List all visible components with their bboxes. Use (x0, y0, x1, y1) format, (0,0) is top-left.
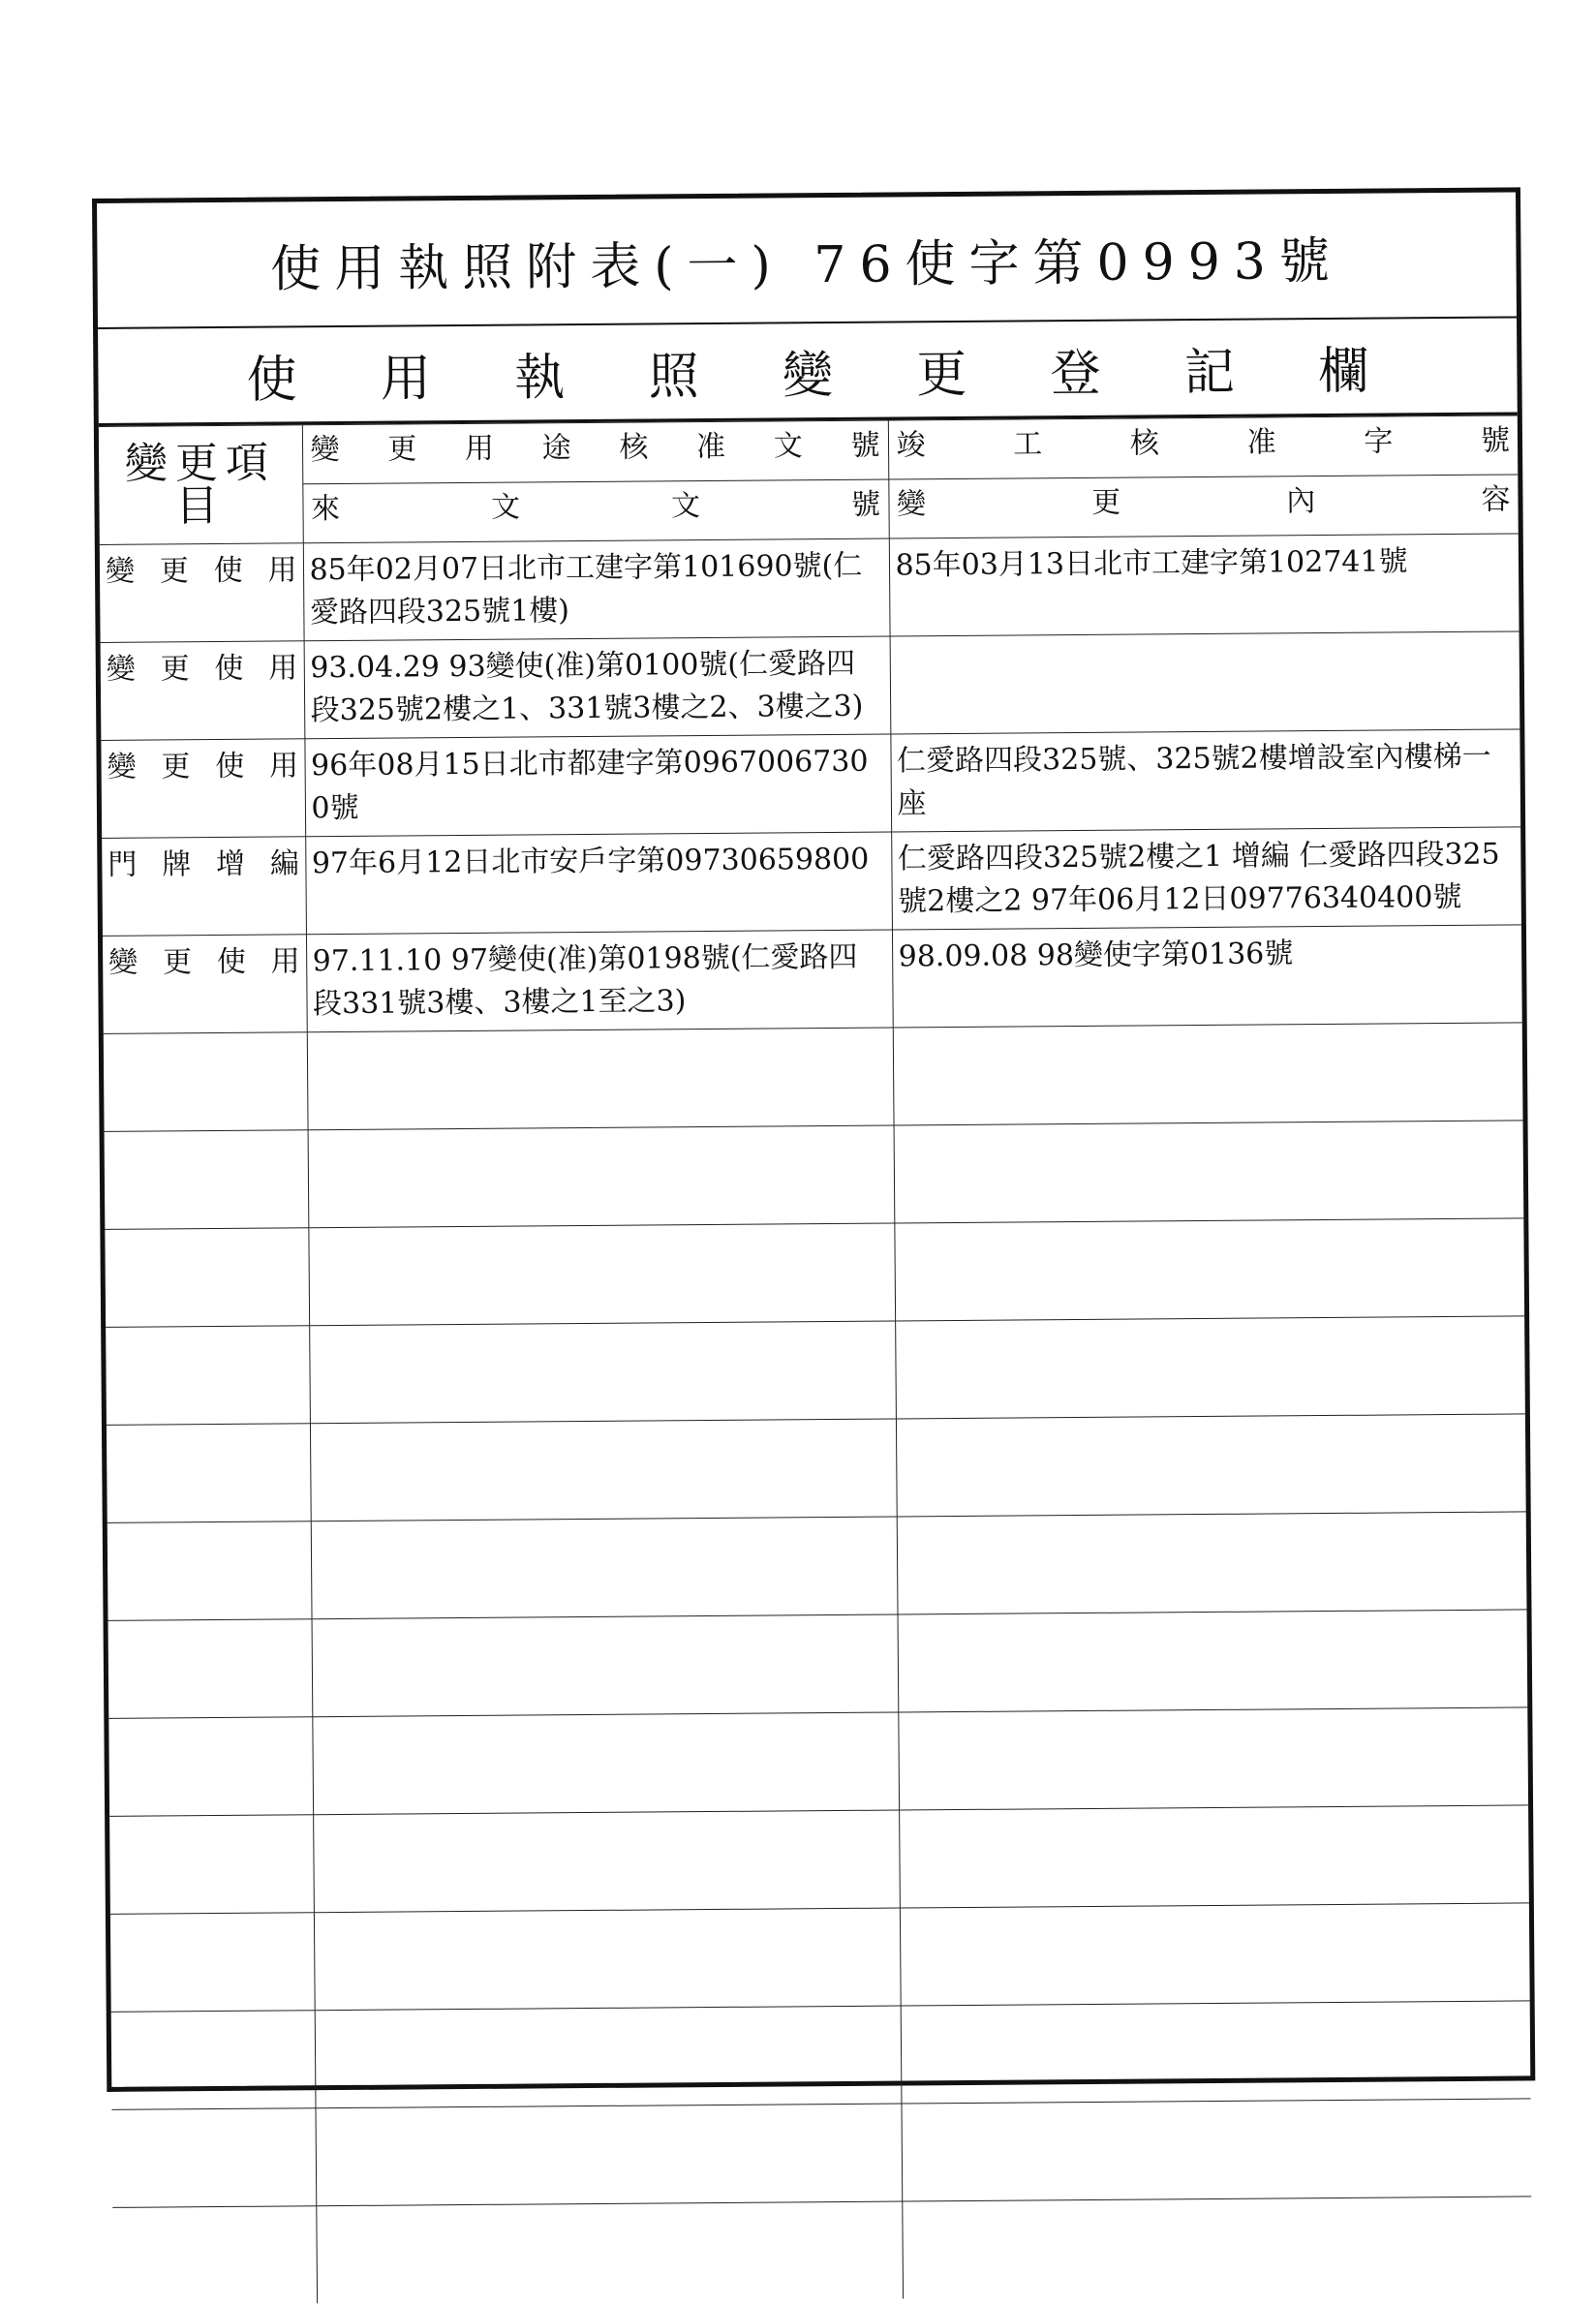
table-row (101, 729, 1520, 839)
blank-row (105, 1121, 1524, 1230)
document-title: 使用執照附表(一) 76使字第0993號 (97, 192, 1517, 329)
row-item: 變更使用 (103, 935, 307, 1034)
blank-cell (901, 2001, 1531, 2104)
blank-cell (902, 2197, 1532, 2299)
section-title-char: 執 (514, 349, 566, 408)
section-title-char: 照 (648, 348, 699, 407)
license-sheet (92, 187, 1535, 2092)
blank-cell (316, 2201, 903, 2303)
section-title-char: 記 (1183, 343, 1236, 403)
blank-row (107, 1414, 1526, 1523)
section-title-char: 更 (916, 345, 967, 405)
blank-cell (315, 2104, 902, 2206)
blank-cell (309, 1321, 896, 1424)
row-item: 變更使用 (101, 641, 305, 741)
table-row (103, 925, 1522, 1034)
blank-row (105, 1218, 1524, 1328)
blank-cell (104, 1032, 308, 1132)
header-incoming-doc: 來文文號 (302, 479, 888, 543)
blank-row (107, 1512, 1527, 1621)
header-change-content: 變更內容 (888, 475, 1518, 538)
blank-cell (108, 1619, 313, 1719)
blank-row (112, 2197, 1532, 2305)
blank-row (110, 1903, 1530, 2013)
blank-cell (111, 2011, 316, 2110)
blank-cell (311, 1517, 898, 1619)
blank-cell (901, 2099, 1531, 2201)
blank-cell (897, 1512, 1527, 1614)
blank-row (108, 1610, 1528, 1719)
blank-cell (107, 1424, 311, 1523)
blank-cell (110, 1913, 315, 2013)
row-item: 變更使用 (100, 543, 304, 643)
blank-row (111, 2099, 1531, 2208)
header-item: 變更項目 (99, 425, 303, 545)
blank-cell (308, 1125, 895, 1228)
blank-cell (894, 1121, 1524, 1223)
blank-row (104, 1023, 1523, 1132)
table-row (100, 534, 1519, 643)
blank-row (111, 2001, 1531, 2110)
blank-row (108, 1707, 1528, 1817)
section-title (98, 318, 1518, 426)
row-doc: 97.11.10 97變使(准)第0198號(仁愛路四段331號3樓、3樓之1至之3) (306, 930, 893, 1032)
blank-cell (314, 1908, 901, 2011)
section-title-char: 用 (380, 350, 432, 409)
blank-cell (898, 1707, 1528, 1810)
blank-cell (105, 1228, 309, 1328)
blank-cell (108, 1717, 313, 1817)
row-doc: 93.04.29 93變使(准)第0100號(仁愛路四段325號2樓之1、331號3樓之2、3樓之3) (304, 636, 891, 739)
blank-cell (893, 1023, 1523, 1125)
table-row (101, 631, 1520, 741)
row-content: 仁愛路四段325號、325號2樓增設室內樓梯一座 (890, 729, 1520, 832)
blank-cell (312, 1712, 899, 1815)
section-title-char: 變 (782, 346, 834, 406)
blank-cell (307, 1028, 894, 1130)
blank-row (109, 1805, 1529, 1915)
row-content: 仁愛路四段325號2樓之1 增編 仁愛路四段325號2樓之2 97年06月12日09776340400號 (891, 827, 1521, 930)
blank-cell (894, 1218, 1524, 1321)
blank-cell (107, 1521, 312, 1621)
row-doc: 85年02月07日北市工建字第101690號(仁愛路四段325號1樓) (303, 538, 890, 641)
row-doc: 97年6月12日北市安戶字第09730659800 (305, 832, 892, 935)
header-approval-doc: 變更用途核准文號 (302, 420, 888, 484)
blank-cell (899, 1805, 1529, 1908)
blank-row (106, 1316, 1525, 1426)
row-doc: 96年08月15日北市都建字第0967006730 0號 (304, 734, 891, 837)
blank-cell (105, 1130, 309, 1230)
section-title-char: 使 (246, 351, 297, 410)
blank-cell (310, 1419, 897, 1521)
header-completion-no: 竣工核准字號 (888, 415, 1518, 479)
change-register-table (99, 415, 1532, 2304)
blank-cell (315, 2006, 902, 2108)
blank-cell (896, 1414, 1526, 1517)
blank-cell (898, 1610, 1528, 1712)
blank-cell (312, 1614, 899, 1717)
row-item: 門牌增編 (102, 837, 306, 937)
row-item: 變更使用 (101, 739, 305, 839)
blank-cell (112, 2206, 317, 2305)
blank-cell (895, 1316, 1525, 1419)
row-content: 98.09.08 98變使字第0136號 (892, 925, 1522, 1028)
blank-cell (308, 1223, 895, 1326)
blank-cell (109, 1815, 314, 1915)
table-row (102, 827, 1521, 937)
blank-cell (900, 1903, 1530, 2006)
blank-cell (313, 1810, 900, 1913)
row-content (890, 631, 1520, 734)
row-content: 85年03月13日北市工建字第102741號 (889, 534, 1519, 636)
section-title-char: 欄 (1317, 342, 1369, 402)
blank-cell (111, 2108, 316, 2208)
blank-cell (106, 1326, 310, 1426)
section-title-char: 登 (1050, 344, 1101, 404)
